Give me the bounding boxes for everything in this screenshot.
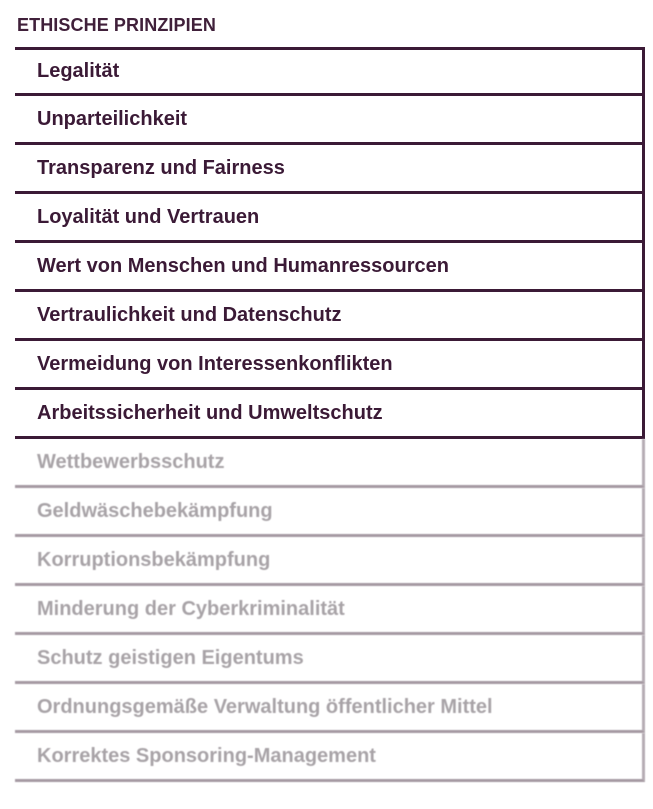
principle-label: Minderung der Cyberkriminalität — [37, 597, 345, 620]
principle-label: Korruptionsbekämpfung — [37, 548, 271, 571]
principle-label: Geldwäschebekämpfung — [37, 499, 273, 522]
principles-list — [15, 47, 645, 782]
principle-item-korruption[interactable] — [15, 537, 645, 586]
principle-item-unparteilichkeit[interactable] — [15, 96, 645, 145]
principle-item-sponsoring[interactable] — [15, 733, 645, 782]
principle-label: Vermeidung von Interessenkonflikten — [37, 352, 393, 375]
principle-label: Unparteilichkeit — [37, 107, 188, 130]
principle-item-oeffentliche-mittel[interactable] — [15, 684, 645, 733]
principle-item-vertraulichkeit[interactable] — [15, 292, 645, 341]
principle-label: Loyalität und Vertrauen — [37, 205, 260, 228]
principle-item-cyberkriminalitaet[interactable] — [15, 586, 645, 635]
principle-item-geldwaesche[interactable] — [15, 488, 645, 537]
page-title: ETHISCHE PRINZIPIEN — [17, 15, 216, 35]
principle-item-geistiges-eigentum[interactable] — [15, 635, 645, 684]
principle-label: Arbeitssicherheit und Umweltschutz — [37, 401, 383, 424]
principle-label: Korrektes Sponsoring-Management — [37, 744, 376, 767]
principle-item-wert-von-menschen[interactable] — [15, 243, 645, 292]
principle-label: Ordnungsgemäße Verwaltung öffentlicher Mittel — [37, 695, 493, 718]
principle-item-legalitaet[interactable] — [15, 47, 645, 96]
principle-item-wettbewerbsschutz[interactable] — [15, 439, 645, 488]
principle-item-transparenz[interactable] — [15, 145, 645, 194]
principle-item-interessenkonflikte[interactable] — [15, 341, 645, 390]
principle-label: Wert von Menschen und Humanressourcen — [37, 254, 449, 277]
principle-label: Schutz geistigen Eigentums — [37, 646, 304, 669]
principle-label: Wettbewerbsschutz — [37, 450, 225, 473]
principle-label: Legalität — [37, 60, 120, 82]
principle-label: Vertraulichkeit und Datenschutz — [37, 303, 342, 326]
principle-item-arbeitssicherheit[interactable] — [15, 390, 645, 439]
principle-item-loyalitaet[interactable] — [15, 194, 645, 243]
principle-label: Transparenz und Fairness — [37, 156, 285, 179]
